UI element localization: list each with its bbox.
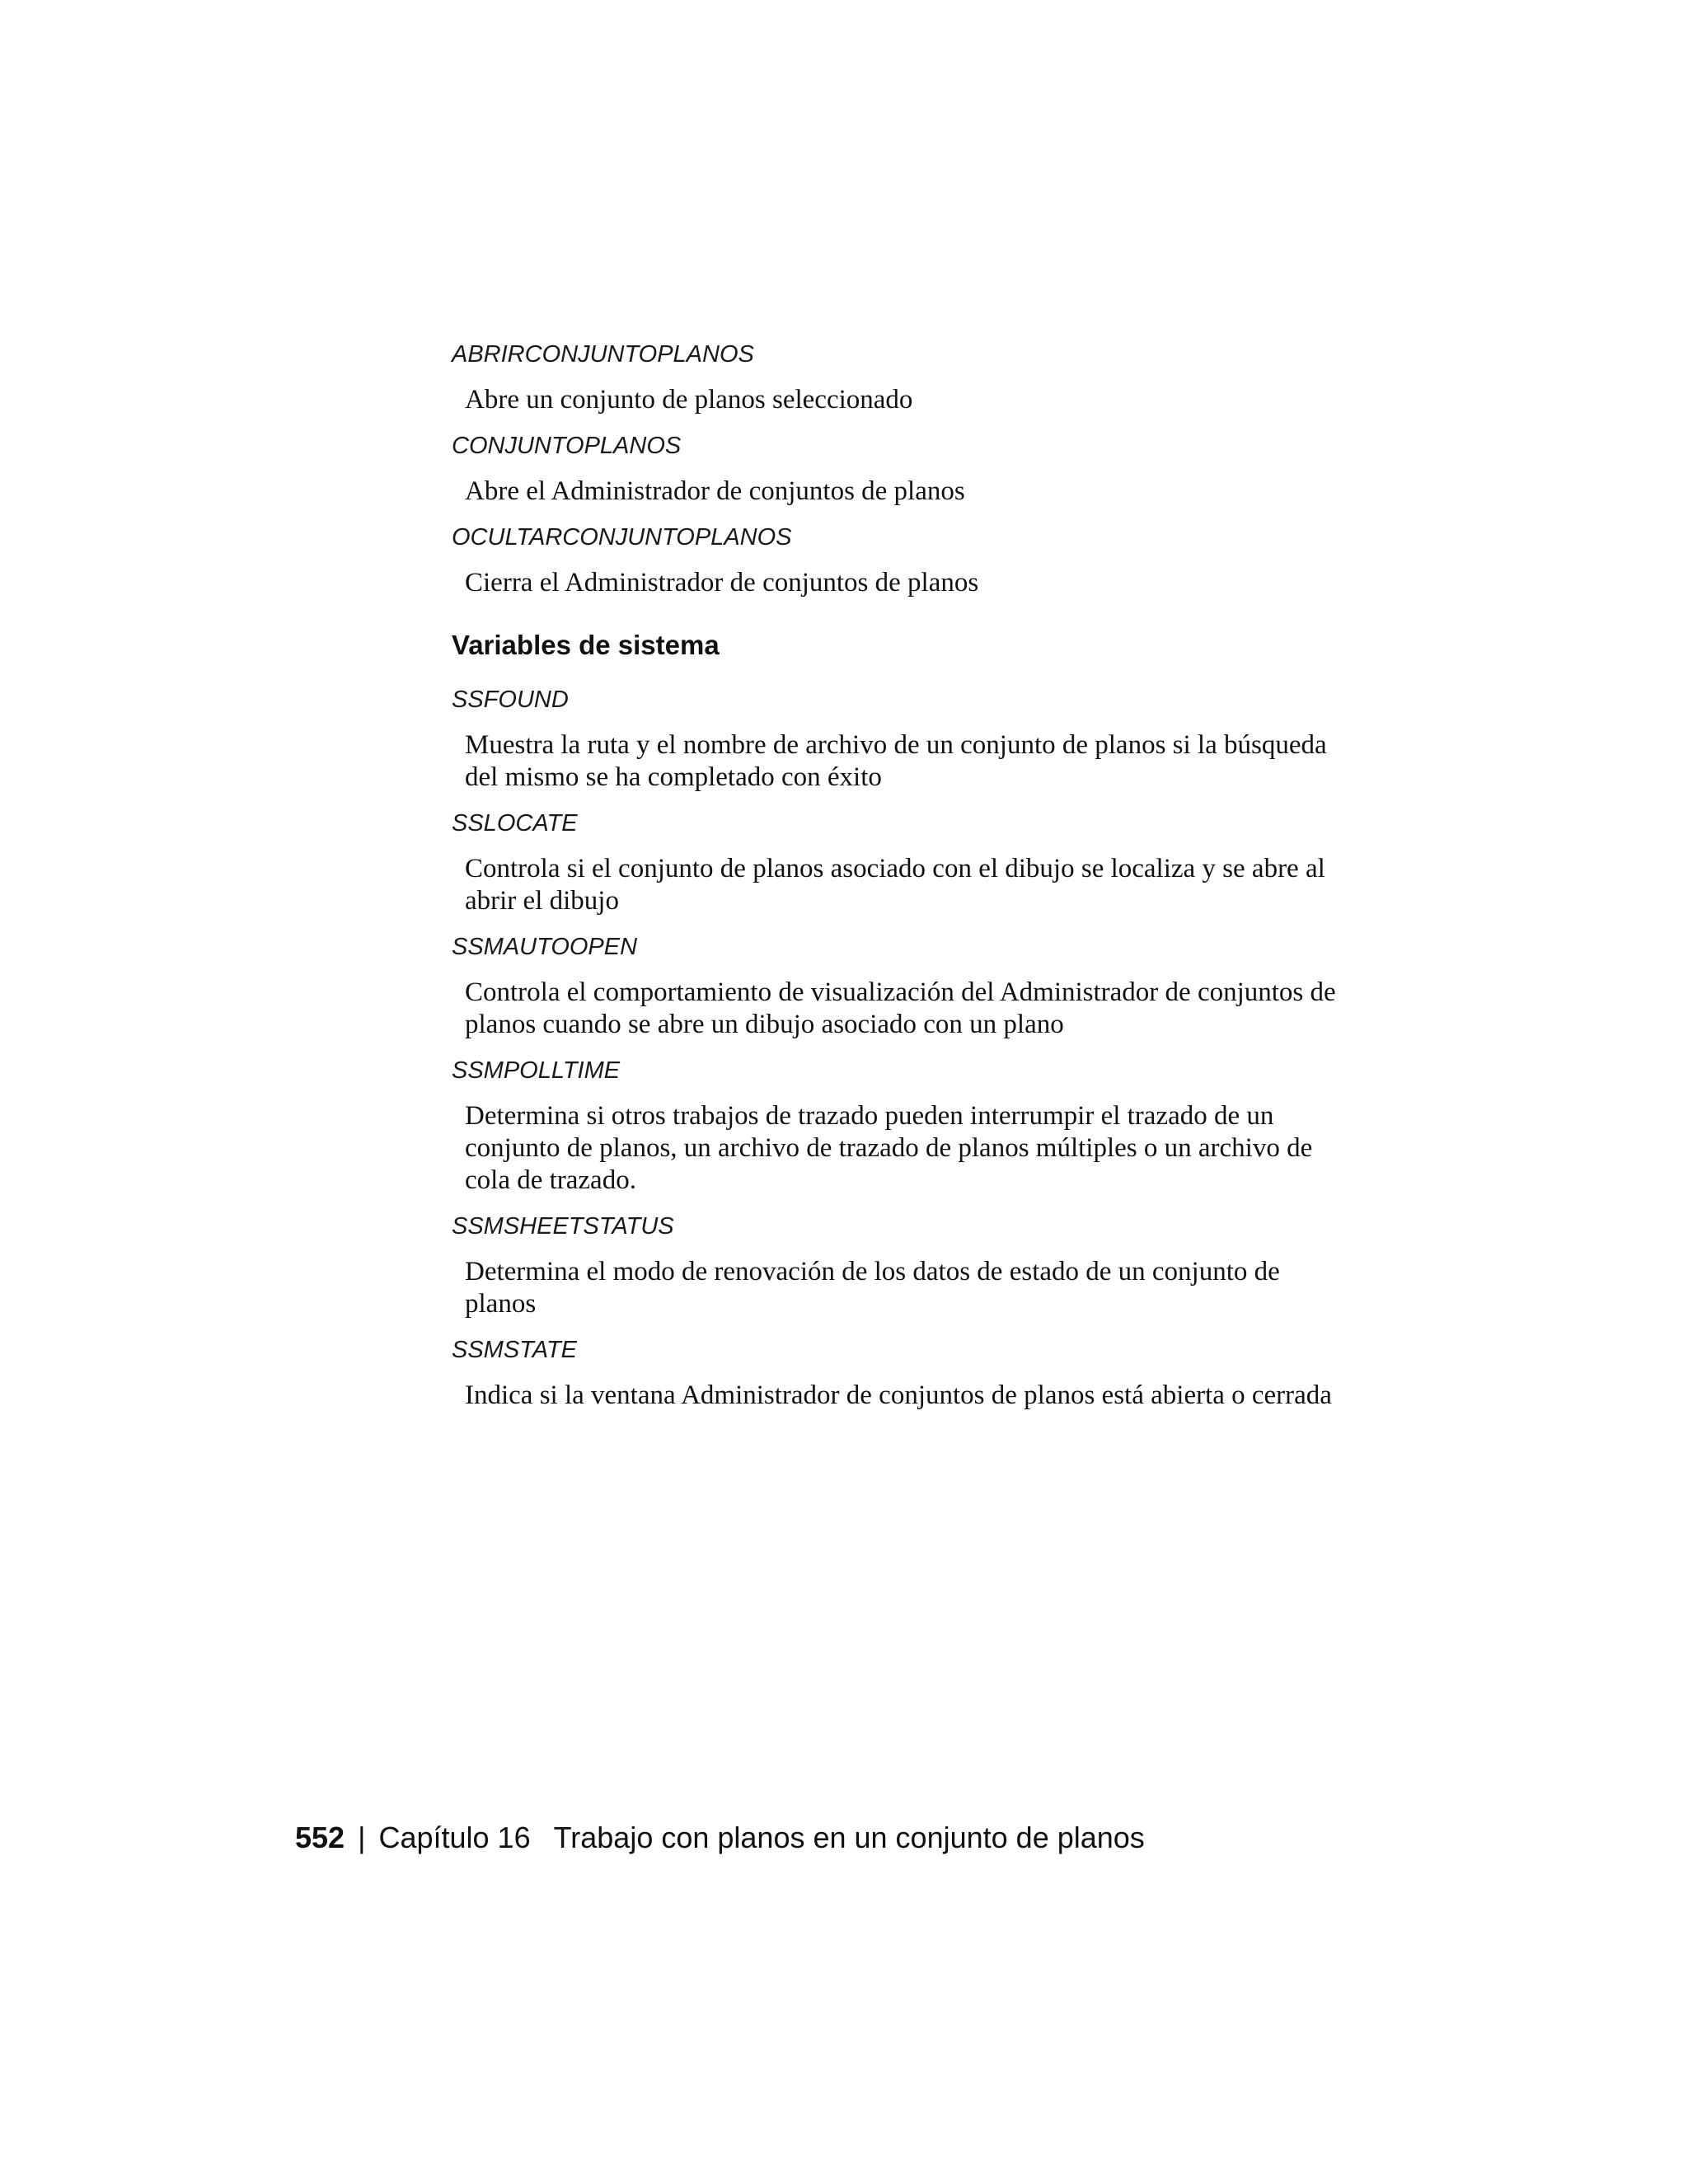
- variable-description: Indica si la ventana Administrador de conjuntos de planos está abierta o cerrada: [465, 1380, 1332, 1410]
- variable-description: Determina si otros trabajos de trazado pueden interrumpir el trazado de un conjunto de planos, un archivo de trazado de planos múltiples o un archivo de cola de trazado.: [465, 1101, 1313, 1195]
- variable-description: Muestra la ruta y el nombre de archivo de un conjunto de planos si la búsqueda del mismo se ha completado con éxito: [465, 730, 1327, 792]
- command-description: Cierra el Administrador de conjuntos de planos: [465, 568, 979, 598]
- chapter-title: Trabajo con planos en un conjunto de planos: [553, 1821, 1145, 1854]
- variable-entry: [452, 1054, 1342, 1197]
- variable-term: SSMSHEETSTATUS: [452, 1213, 674, 1240]
- variable-description: Determina el modo de renovación de los datos de estado de un conjunto de planos: [465, 1257, 1280, 1319]
- variable-entry: [452, 807, 1342, 917]
- variable-entry: [452, 1210, 1342, 1320]
- command-entry: [452, 521, 1342, 599]
- variable-term: SSMAUTOOPEN: [452, 934, 638, 960]
- variable-description: Controla el comportamiento de visualización del Administrador de conjuntos de planos cuando se abre un dibujo asociado con un plano: [465, 977, 1336, 1039]
- command-term: OCULTARCONJUNTOPLANOS: [452, 524, 792, 551]
- variable-term: SSMPOLLTIME: [452, 1057, 621, 1084]
- footer-separator: |: [358, 1821, 366, 1854]
- page-footer: [295, 1818, 1145, 1858]
- command-description: Abre un conjunto de planos seleccionado: [465, 385, 913, 415]
- page-content: [452, 338, 1342, 1425]
- section-heading: Variables de sistema: [452, 630, 720, 660]
- variable-entry: [452, 1333, 1342, 1412]
- variable-term: SSMSTATE: [452, 1337, 577, 1363]
- command-term: ABRIRCONJUNTOPLANOS: [452, 341, 754, 368]
- command-entry: [452, 429, 1342, 508]
- page-number: 552: [295, 1821, 345, 1854]
- variable-description: Controla si el conjunto de planos asociado con el dibujo se localiza y se abre al abrir el dibujo: [465, 854, 1325, 916]
- variable-entry: [452, 683, 1342, 794]
- variable-entry: [452, 930, 1342, 1041]
- variable-term: SSLOCATE: [452, 810, 578, 837]
- command-term: CONJUNTOPLANOS: [452, 433, 682, 459]
- command-entry: [452, 338, 1342, 416]
- chapter-label: Capítulo 16: [378, 1821, 531, 1854]
- command-description: Abre el Administrador de conjuntos de planos: [465, 476, 965, 506]
- variable-term: SSFOUND: [452, 687, 569, 713]
